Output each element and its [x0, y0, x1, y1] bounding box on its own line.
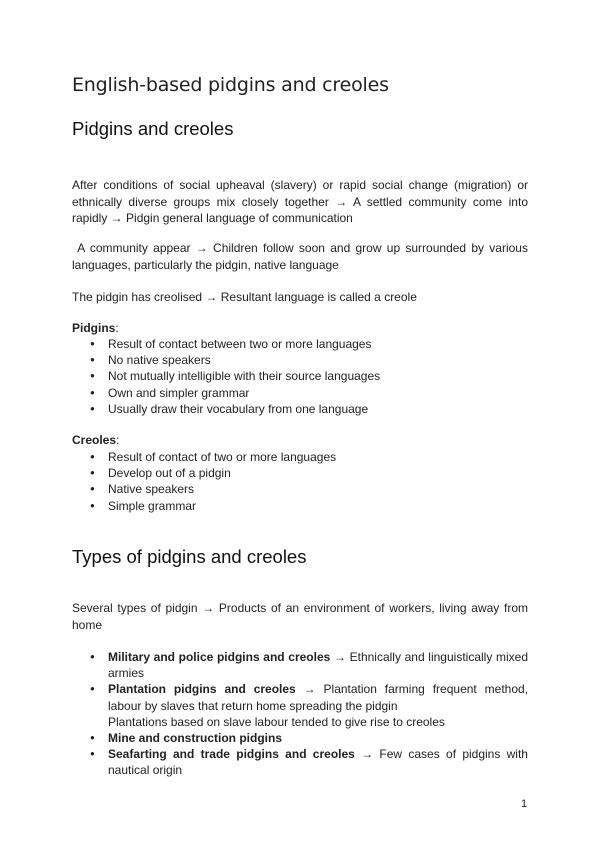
list-item: ● Result of contact of two or more languages — [72, 449, 528, 465]
list-item: ● Develop out of a pidgin — [72, 465, 528, 481]
paragraph-1: After conditions of social upheaval (slavery) or rapid social change (migration) or ethnically diverse groups mix closely together → A settled community come into rapidly → Pidgin general language of communication — [72, 178, 528, 225]
pidgins-label: Pidgins: — [72, 321, 119, 335]
types-list — [72, 649, 528, 779]
list-item: ● Result of contact between two or more languages — [72, 336, 528, 352]
list-item: ● No native speakers — [72, 352, 528, 368]
types-intro-paragraph: Several types of pidgin → Products of an environment of workers, living away from home — [72, 601, 528, 632]
list-item: ● Plantation pidgins and creoles → Plantation farming frequent method, labour by slaves that return home spreading the pidgin Plantations based on slave labour tended to give rise to creoles — [72, 681, 528, 730]
section-heading-types: Types of pidgins and creoles — [72, 546, 307, 567]
pidgins-list — [72, 336, 528, 417]
list-item: ● Seafarting and trade pidgins and creoles → Few cases of pidgins with nautical origin — [72, 746, 528, 778]
creoles-label: Creoles: — [72, 433, 120, 447]
list-item: ● Not mutually intelligible with their source languages — [72, 368, 528, 384]
list-item: ● Native speakers — [72, 481, 528, 497]
list-item: ● Mine and construction pidgins — [72, 730, 528, 746]
creoles-list — [72, 449, 528, 514]
list-item: ● Simple grammar — [72, 498, 528, 514]
page-number: 1 — [521, 798, 528, 810]
list-item: ● Usually draw their vocabulary from one language — [72, 401, 528, 417]
list-item: ● Own and simpler grammar — [72, 385, 528, 401]
document-title: English-based pidgins and creoles — [72, 74, 389, 96]
list-item: ● Military and police pidgins and creoles → Ethnically and linguistically mixed armies — [72, 649, 528, 681]
paragraph-3: The pidgin has creolised → Resultant language is called a creole — [72, 290, 417, 304]
paragraph-2: A community appear → Children follow soon and grow up surrounded by various languages, particularly the pidgin, native language — [72, 241, 532, 272]
section-heading-pidgins-and-creoles: Pidgins and creoles — [72, 118, 234, 139]
